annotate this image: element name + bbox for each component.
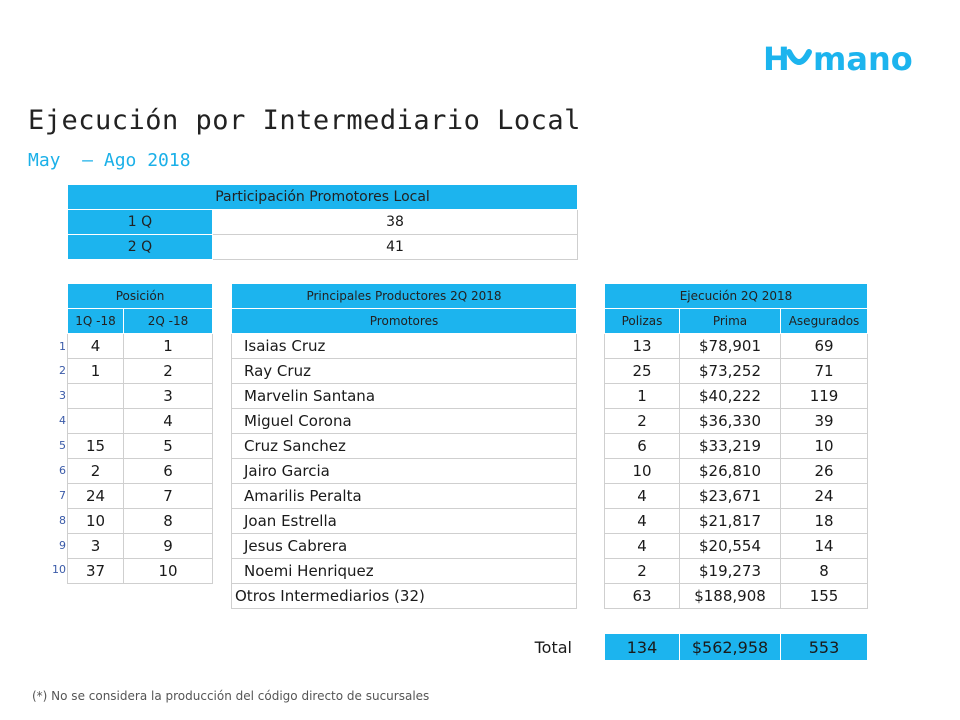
row-number: 3 — [59, 389, 66, 402]
page-title: Ejecución por Intermediario Local — [28, 105, 581, 136]
svg-text:H: H — [763, 40, 790, 78]
table-row — [605, 359, 868, 384]
posicion-table — [67, 283, 213, 584]
table-row — [232, 584, 577, 609]
promotor-name: Cruz Sanchez — [232, 434, 577, 459]
asegurados-cell: 14 — [781, 534, 868, 559]
pos-2q: 9 — [124, 534, 213, 559]
row-number: 8 — [59, 514, 66, 527]
asegurados-cell: 119 — [781, 384, 868, 409]
row-number: 5 — [59, 439, 66, 452]
pos-1q: 10 — [68, 509, 124, 534]
prima-cell: $26,810 — [680, 459, 781, 484]
pos-2q: 8 — [124, 509, 213, 534]
row-number: 6 — [59, 464, 66, 477]
prima-cell: $188,908 — [680, 584, 781, 609]
polizas-cell: 63 — [605, 584, 680, 609]
table-row — [232, 459, 577, 484]
prima-cell: $78,901 — [680, 334, 781, 359]
col-header-asegurados: Asegurados — [781, 309, 868, 334]
table-row — [605, 584, 868, 609]
pos-1q: 3 — [68, 534, 124, 559]
pos-2q: 4 — [124, 409, 213, 434]
participacion-label: 1 Q — [68, 210, 213, 235]
ejecucion-table — [604, 283, 868, 609]
col-header-prima: Prima — [680, 309, 781, 334]
prima-cell: $23,671 — [680, 484, 781, 509]
row-number: 10 — [52, 563, 66, 576]
pos-2q: 6 — [124, 459, 213, 484]
pos-2q: 7 — [124, 484, 213, 509]
table-row — [68, 434, 213, 459]
promotor-name: Noemi Henriquez — [232, 559, 577, 584]
table-row — [232, 434, 577, 459]
asegurados-cell: 39 — [781, 409, 868, 434]
row-number: 9 — [59, 539, 66, 552]
promotor-name: Ray Cruz — [232, 359, 577, 384]
participacion-value: 41 — [213, 235, 578, 260]
row-number: 7 — [59, 489, 66, 502]
polizas-cell: 4 — [605, 509, 680, 534]
footnote: (*) No se considera la producción del código directo de sucursales — [32, 689, 430, 703]
table-row — [605, 384, 868, 409]
total-table — [604, 633, 868, 661]
promotor-name: Marvelin Santana — [232, 384, 577, 409]
prima-cell: $20,554 — [680, 534, 781, 559]
table-row — [68, 509, 213, 534]
participacion-label: 2 Q — [68, 235, 213, 260]
table-row — [605, 459, 868, 484]
pos-1q: 37 — [68, 559, 124, 584]
pos-1q — [68, 384, 124, 409]
prima-cell: $36,330 — [680, 409, 781, 434]
asegurados-cell: 71 — [781, 359, 868, 384]
table-row — [232, 509, 577, 534]
table-row — [232, 484, 577, 509]
promotor-name: Amarilis Peralta — [232, 484, 577, 509]
asegurados-cell: 24 — [781, 484, 868, 509]
table-row — [232, 409, 577, 434]
promotor-name: Joan Estrella — [232, 509, 577, 534]
table-row — [232, 334, 577, 359]
svg-text:mano: mano — [813, 40, 913, 78]
table-row — [68, 559, 213, 584]
pos-2q: 5 — [124, 434, 213, 459]
table-row — [605, 334, 868, 359]
promotor-name: Jairo Garcia — [232, 459, 577, 484]
pos-1q — [68, 409, 124, 434]
prima-cell: $73,252 — [680, 359, 781, 384]
polizas-cell: 4 — [605, 484, 680, 509]
polizas-cell: 10 — [605, 459, 680, 484]
table-row — [605, 509, 868, 534]
promotor-name: Isaias Cruz — [232, 334, 577, 359]
col-header-1q: 1Q -18 — [68, 309, 124, 334]
table-row — [605, 484, 868, 509]
prima-cell: $33,219 — [680, 434, 781, 459]
table-row — [232, 534, 577, 559]
table-row — [232, 384, 577, 409]
table-row — [68, 534, 213, 559]
prima-cell: $21,817 — [680, 509, 781, 534]
row-number: 2 — [59, 364, 66, 377]
polizas-cell: 6 — [605, 434, 680, 459]
pos-1q: 15 — [68, 434, 124, 459]
participacion-table — [67, 184, 578, 260]
polizas-cell: 25 — [605, 359, 680, 384]
pos-1q: 24 — [68, 484, 124, 509]
polizas-cell: 2 — [605, 559, 680, 584]
humano-logo — [763, 38, 933, 78]
table-row — [68, 459, 213, 484]
asegurados-cell: 8 — [781, 559, 868, 584]
asegurados-cell: 69 — [781, 334, 868, 359]
col-header-2q: 2Q -18 — [124, 309, 213, 334]
row-number: 4 — [59, 414, 66, 427]
page-subtitle: May – Ago 2018 — [28, 150, 191, 171]
pos-2q: 2 — [124, 359, 213, 384]
table-row — [68, 334, 213, 359]
total-label: Total — [534, 638, 572, 657]
productores-table — [231, 283, 577, 609]
asegurados-cell: 10 — [781, 434, 868, 459]
pos-2q: 1 — [124, 334, 213, 359]
polizas-cell: 13 — [605, 334, 680, 359]
total-polizas: 134 — [605, 634, 680, 661]
col-header-promotores: Promotores — [232, 309, 577, 334]
prima-cell: $40,222 — [680, 384, 781, 409]
promotor-name: Miguel Corona — [232, 409, 577, 434]
polizas-cell: 2 — [605, 409, 680, 434]
polizas-cell: 4 — [605, 534, 680, 559]
polizas-cell: 1 — [605, 384, 680, 409]
otros-intermediarios: Otros Intermediarios (32) — [232, 584, 577, 609]
ejecucion-header: Ejecución 2Q 2018 — [605, 284, 868, 309]
pos-1q: 4 — [68, 334, 124, 359]
total-prima: $562,958 — [680, 634, 781, 661]
prima-cell: $19,273 — [680, 559, 781, 584]
table-row — [68, 384, 213, 409]
table-row — [232, 359, 577, 384]
participacion-header: Participación Promotores Local — [68, 185, 578, 210]
posicion-header: Posición — [68, 284, 213, 309]
pos-2q: 10 — [124, 559, 213, 584]
asegurados-cell: 18 — [781, 509, 868, 534]
row-number: 1 — [59, 340, 66, 353]
table-row — [605, 409, 868, 434]
productores-header: Principales Productores 2Q 2018 — [232, 284, 577, 309]
table-row — [68, 359, 213, 384]
asegurados-cell: 26 — [781, 459, 868, 484]
col-header-polizas: Polizas — [605, 309, 680, 334]
participacion-value: 38 — [213, 210, 578, 235]
table-row — [605, 534, 868, 559]
promotor-name: Jesus Cabrera — [232, 534, 577, 559]
pos-1q: 1 — [68, 359, 124, 384]
asegurados-cell: 155 — [781, 584, 868, 609]
table-row — [605, 434, 868, 459]
table-row — [605, 559, 868, 584]
total-asegurados: 553 — [781, 634, 868, 661]
table-row — [232, 559, 577, 584]
table-row — [68, 409, 213, 434]
table-row — [68, 484, 213, 509]
pos-2q: 3 — [124, 384, 213, 409]
pos-1q: 2 — [68, 459, 124, 484]
